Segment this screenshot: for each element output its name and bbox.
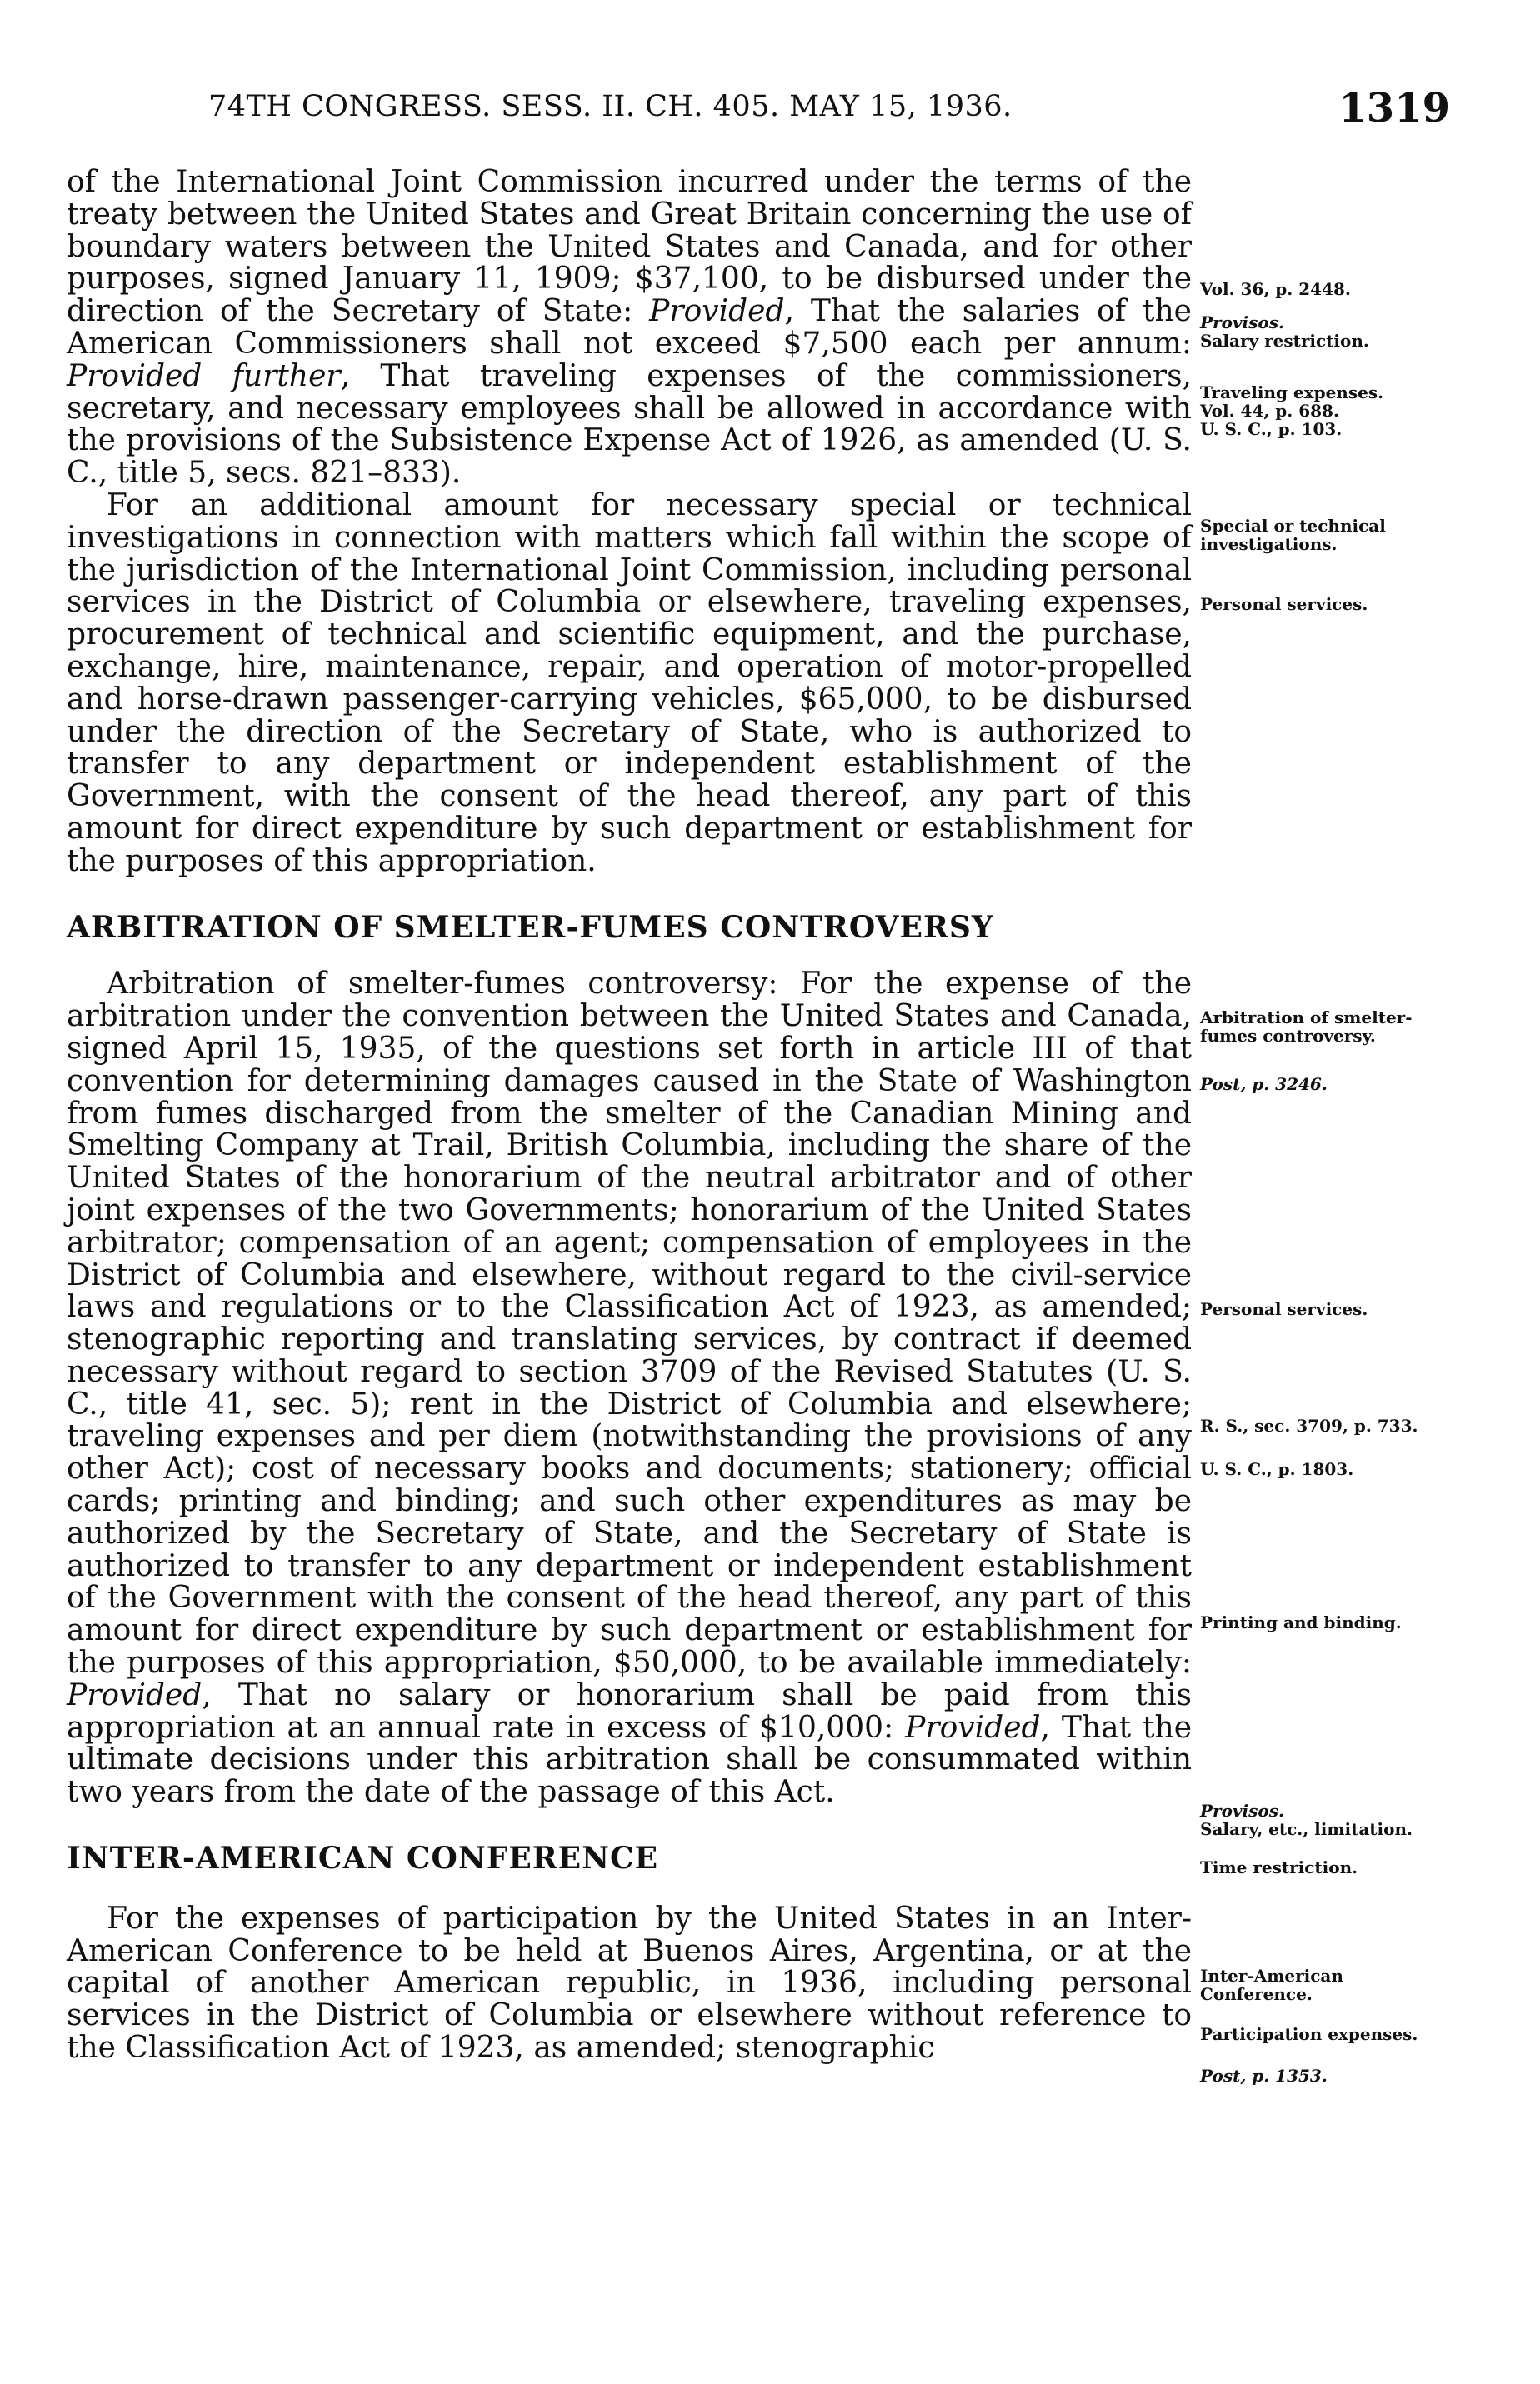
text-run: of the International Joint Commission incurred under the terms of the treaty between the United States and Great Britain concerning the use of boundary waters between the United States and Canada, and for other purposes, signed January 11, 1909; $37,100, to be disbursed under the direction of the Secretary of State: <box>67 165 1192 329</box>
proviso-word: Provided <box>905 1710 1041 1745</box>
text-run: , That the salaries of the American Commissioners shall not exceed $7,500 each per annum: <box>67 294 1192 361</box>
margin-note-printing-binding: Printing and binding. <box>1200 1612 1402 1632</box>
proviso-word: Provided <box>67 1677 202 1712</box>
margin-note-usc103: U. S. C., p. 103. <box>1200 419 1342 439</box>
text-run: Arbitration of smelter-fumes controversy: For the expense of the arbitration under the convention between the United States and Canada, signed April 15, 1935, of the questions set forth in article III of that convention for determining damages caused in the State of Washington from fumes discharged from the smelter of the Canadian Mining and Smelting Company at Trail, British Columbia, including the share of the United States of the honorarium of the neutral arbitrator and of other joint expenses of the two Governments; honorarium of the United States arbitrator; compensation of an agent; compensation of employees in the District of Columbia and elsewhere, without regard to the civil-service laws and regulations or to the Classification Act of 1923, as amended; stenographic reporting and translating services, by contract if deemed necessary without regard to section 3709 of the Revised Statutes (U. S. C., title 41, sec. 5); rent in the District of Columbia and elsewhere; traveling expenses and per diem (notwithstanding the provisions of any other Act); cost of necessary books and documents; stationery; official cards; printing and binding; and such other expenditures as may be authorized by the Secretary of State, and the Secretary of State is authorized to transfer to any department or independent establishment of the Government with the consent of the head thereof, any part of this amount for direct expenditure by such department or establishment for the purposes of this appropriation, $50,000, to be available immediately: <box>67 967 1192 1681</box>
margin-note-arbitration: Arbitration of smelter-fumes controversy. <box>1200 1007 1412 1046</box>
margin-note-time-restriction: Time restriction. <box>1200 1857 1358 1877</box>
margin-note-vol44: Vol. 44, p. 688. <box>1200 401 1339 421</box>
margin-note-salary-restriction: Salary restriction. <box>1200 331 1369 351</box>
running-head: 74TH CONGRESS. SESS. II. CH. 405. MAY 15, 1936. <box>208 90 1012 123</box>
paragraph-joint-commission <box>67 167 1192 490</box>
proviso-word: Provided <box>649 294 785 329</box>
margin-note-personal-services: Personal services. <box>1200 594 1368 614</box>
proviso-word: Provided further <box>67 358 341 393</box>
text-run: , That traveling expenses of the commissioners, secretary, and necessary employees shall be allowed in accordance with the provisions of the Subsistence Expense Act of 1926, as amended (U. S. C., title 5, secs. 821–833). <box>67 358 1192 491</box>
margin-note-participation: Participation expenses. <box>1200 2024 1418 2044</box>
page-header <box>208 85 1450 142</box>
main-text <box>67 167 1192 2065</box>
text-run: , That no salary or honorarium shall be paid from this appropriation at an annual rate in excess of $10,000: <box>67 1677 1192 1745</box>
page-number: 1319 <box>1338 85 1450 132</box>
margin-note-inter-american: Inter-American Conference. <box>1200 1966 1343 2004</box>
margin-note-salary-limitation: Salary, etc., limitation. <box>1200 1819 1412 1839</box>
margin-note-vol36: Vol. 36, p. 2448. <box>1200 279 1351 299</box>
margin-note-rs3709: R. S., sec. 3709, p. 733. <box>1200 1416 1418 1436</box>
paragraph-special-investigations: For an additional amount for necessary special or technical investigations in connection with matters which fall within the scope of the jurisdiction of the International Joint Commission, including personal services in the District of Columbia or elsewhere, traveling expenses, procurement of technical and scientific equipment, and the purchase, exchange, hire, maintenance, repair, and operation of motor-propelled and horse-drawn passenger-carrying vehicles, $65,000, to be disbursed under the direction of the Secretary of State, who is authorized to transfer to any department or independent establishment of the Government, with the consent of the head thereof, any part of this amount for direct expenditure by such department or establishment for the purposes of this appropriation. <box>67 487 1192 878</box>
margin-note-provisos-2: Provisos. <box>1200 1801 1284 1821</box>
margin-note-post1353: Post, p. 1353. <box>1200 2066 1328 2086</box>
section-heading-inter-american: INTER-AMERICAN CONFERENCE <box>67 1841 659 1877</box>
margin-note-special-technical: Special or technical investigations. <box>1200 516 1386 554</box>
paragraph-inter-american: For the expenses of participation by the United States in an Inter-American Conference to be held at Buenos Aires, Argentina, or at the capital of another American republic, in 1936, including personal services in the District of Columbia or elsewhere without reference to the Classification Act of 1923, as amended; stenographic <box>67 1901 1192 2066</box>
section-heading-arbitration: ARBITRATION OF SMELTER-FUMES CONTROVERSY <box>67 909 994 945</box>
margin-note-post3246: Post, p. 3246. <box>1200 1074 1328 1094</box>
paragraph-arbitration <box>67 968 1192 1809</box>
text-run: , That the ultimate decisions under this arbitration shall be consummated within two years from the date of the passage of this Act. <box>67 1710 1192 1810</box>
margin-note-personal-services-2: Personal services. <box>1200 1299 1368 1319</box>
margin-note-provisos: Provisos. <box>1200 312 1284 332</box>
margin-note-usc1803: U. S. C., p. 1803. <box>1200 1459 1354 1479</box>
margin-note-traveling-expenses: Traveling expenses. <box>1200 382 1384 402</box>
